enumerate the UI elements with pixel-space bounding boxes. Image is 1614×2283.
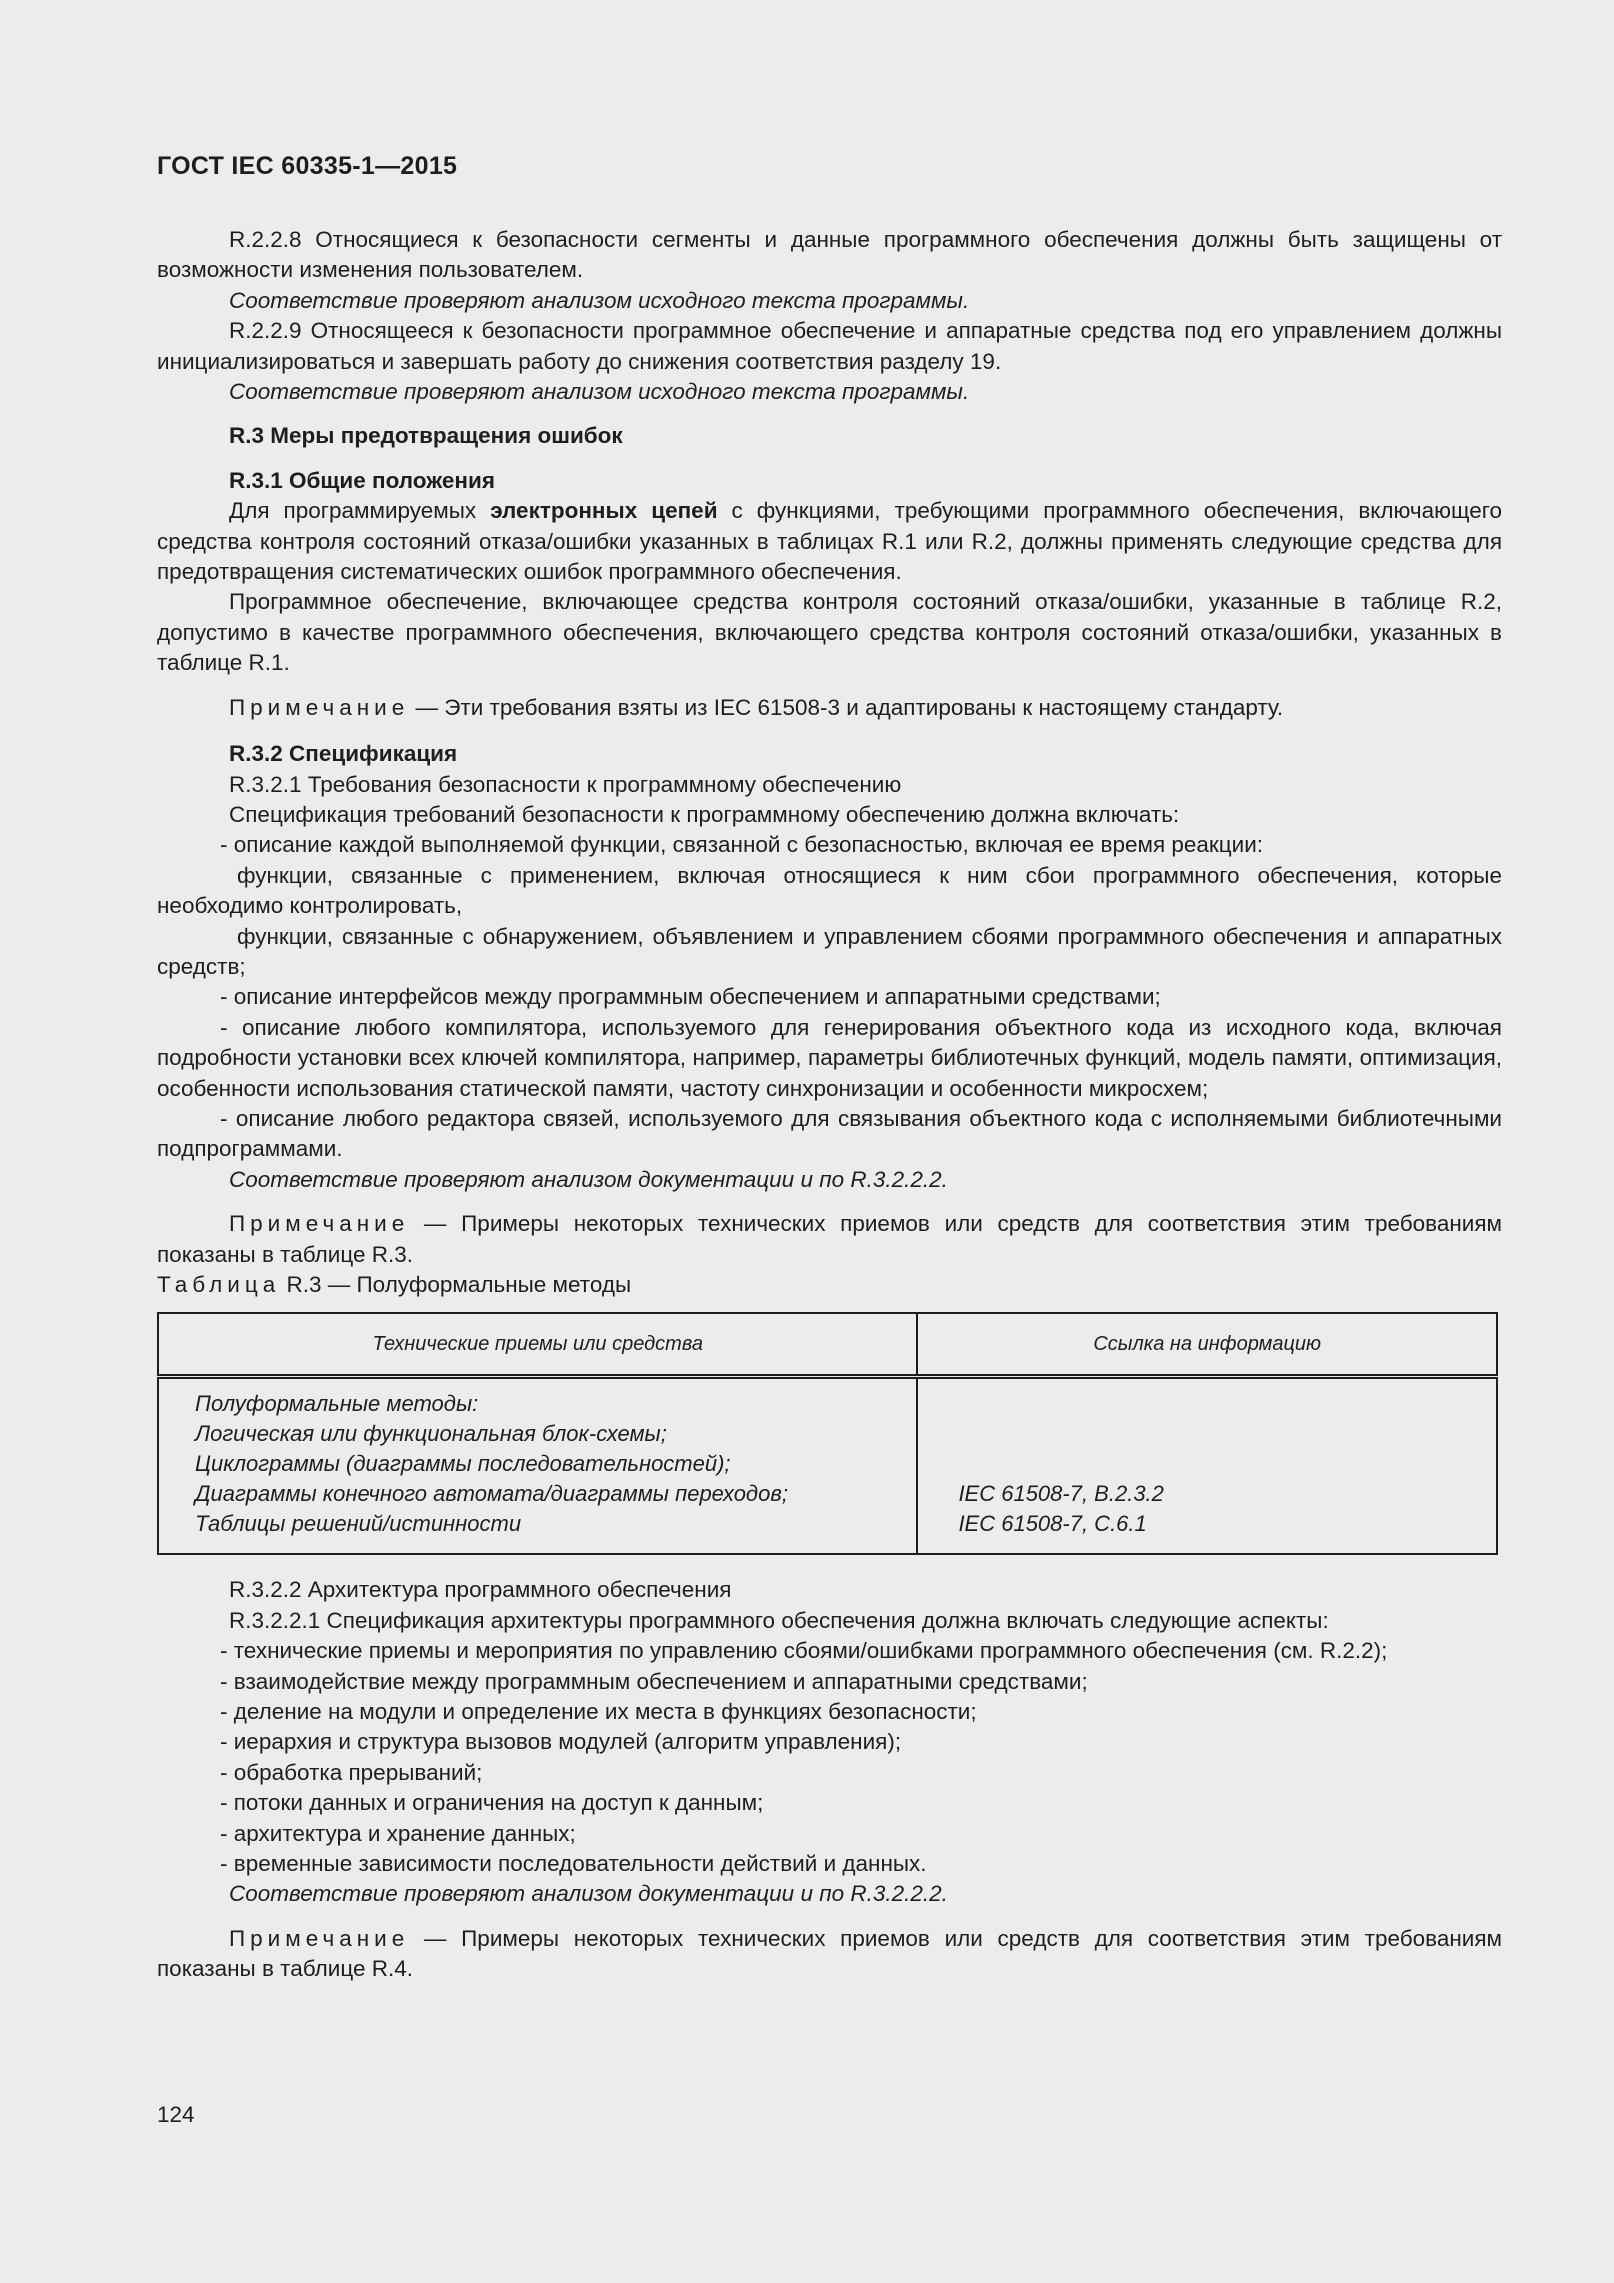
note-3: Примечание — Примеры некоторых технических приемов или средств для соответствия этим требованиям показаны в таблице R.4. xyxy=(157,1925,1502,1982)
table-r3-semiformal-methods xyxy=(157,1312,1498,1555)
paragraph-r3-1-intro: Для программируемых электронных цепей с функциями, требующими программного обеспечения, включающего средства контроля состояний отказа/ошибки указанных в таблицах R.1 или R.2, должны применять следующие средства для предотвращения систематических ошибок программного обеспечения. xyxy=(157,498,1502,585)
note-label: Примечание xyxy=(229,1211,410,1237)
paragraph-r3-2-1: R.3.2.1 Требования безопасности к программному обеспечению xyxy=(229,771,902,797)
list-item: - описание любого редактора связей, используемого для связывания объектного кода с исполняемыми библиотечными подпрограммами. xyxy=(157,1105,1502,1162)
reference-item: IEC 61508-7, C.6.1 xyxy=(958,1511,1147,1537)
reference-item xyxy=(958,1449,1496,1479)
paragraph-r2-2-8: R.2.2.8 Относящиеся к безопасности сегменты и данные программного обеспечения должны быть защищены от возможности изменения пользователем. xyxy=(157,227,1502,283)
table-caption: Таблица R.3 — Полуформальные методы xyxy=(157,1272,632,1297)
method-item: Логическая или функциональная блок-схемы; xyxy=(195,1421,667,1447)
table-header-cell: Ссылка на информацию xyxy=(917,1313,1497,1377)
list-item: функции, связанные с обнаружением, объявлением и управлением сбоями программного обеспечения и аппаратных средств; xyxy=(157,923,1502,979)
heading-r3-2: R.3.2 Спецификация xyxy=(229,741,458,767)
document-body xyxy=(157,225,1502,1985)
list-item: - взаимодействие между программным обеспечением и аппаратными средствами; xyxy=(220,1668,1088,1694)
list-item: - деление на модули и определение их места в функциях безопасности; xyxy=(220,1699,977,1725)
compliance-check-3: Соответствие проверяют анализом документации и по R.3.2.2.2. xyxy=(229,1166,948,1192)
list-item: - описание интерфейсов между программным обеспечением и аппаратными средствами; xyxy=(220,984,1161,1010)
table-header-cell: Технические приемы или средства xyxy=(158,1313,917,1377)
compliance-check-4: Соответствие проверяют анализом документации и по R.3.2.2.2. xyxy=(229,1881,948,1907)
note-1: Примечание — Эти требования взяты из IEC 61508-3 и адаптированы к настоящему стандарту. xyxy=(229,694,1284,720)
heading-r3-1: R.3.1 Общие положения xyxy=(229,467,495,493)
list-item: - временные зависимости последовательности действий и данных. xyxy=(220,1851,927,1877)
heading-r3: R.3 Меры предотвращения ошибок xyxy=(229,423,623,449)
list-item: - потоки данных и ограничения на доступ к данным; xyxy=(220,1790,764,1816)
table-row xyxy=(158,1377,1497,1555)
method-item: Таблицы решений/истинности xyxy=(195,1511,522,1537)
method-item: Полуформальные методы: xyxy=(195,1391,479,1417)
note-2: Примечание — Примеры некоторых технических приемов или средств для соответствия этим требованиям показаны в таблице R.3. xyxy=(157,1211,1502,1267)
list-item: - описание любого компилятора, используемого для генерирования объектного кода из исходного кода, включая подробности установки всех ключей компилятора, например, параметры библиотечных функций, модель памяти, оптимизация, особенности использования статической памяти, частоту синхронизации и особенности микросхем; xyxy=(157,1014,1502,1101)
method-item: Циклограммы (диаграммы последовательностей); xyxy=(195,1451,731,1477)
method-item: Диаграммы конечного автомата/диаграммы переходов; xyxy=(195,1481,788,1507)
reference-item xyxy=(958,1419,1496,1449)
term-electronic-circuits: электронных цепей xyxy=(490,498,718,524)
note-label: Примечание xyxy=(229,694,410,720)
list-item: функции, связанные с применением, включая относящиеся к ним сбои программного обеспечения, которые необходимо контролировать, xyxy=(157,862,1502,919)
reference-item xyxy=(958,1389,1496,1419)
table-cell-references xyxy=(917,1377,1497,1555)
note-label: Примечание xyxy=(229,1925,410,1951)
page-number: 124 xyxy=(157,2102,195,2127)
list-item: - технические приемы и мероприятия по управлению сбоями/ошибками программного обеспечения (см. R.2.2); xyxy=(220,1638,1388,1664)
list-item: - описание каждой выполняемой функции, связанной с безопасностью, включая ее время реакции: xyxy=(220,832,1264,858)
paragraph-r2-2-9: R.2.2.9 Относящееся к безопасности программное обеспечение и аппаратные средства под его управлением должны инициализироваться и завершать работу до снижения соответствия разделу 19. xyxy=(157,318,1502,374)
table-cell-methods xyxy=(158,1377,917,1555)
paragraph-spec-requirements: Спецификация требований безопасности к программному обеспечению должна включать: xyxy=(229,801,1180,827)
paragraph-r3-2-2: R.3.2.2 Архитектура программного обеспечения xyxy=(229,1577,732,1603)
reference-item: IEC 61508-7, B.2.3.2 xyxy=(958,1481,1164,1507)
compliance-check-1: Соответствие проверяют анализом исходного текста программы. xyxy=(229,287,970,313)
paragraph-r3-1-software: Программное обеспечение, включающее средства контроля состояний отказа/ошибки, указанные в таблице R.2, допустимо в качестве программного обеспечения, включающего средства контроля состояний отказа/ошибки, указанных в таблице R.1. xyxy=(157,589,1502,676)
paragraph-r3-2-2-1: R.3.2.2.1 Спецификация архитектуры программного обеспечения должна включать следующие аспекты: xyxy=(229,1607,1329,1633)
page-header-doc-id: ГОСТ IEC 60335-1—2015 xyxy=(157,152,458,180)
table-header-row xyxy=(158,1313,1497,1377)
compliance-check-2: Соответствие проверяют анализом исходного текста программы. xyxy=(229,379,970,405)
list-item: - архитектура и хранение данных; xyxy=(220,1820,576,1846)
list-item: - обработка прерываний; xyxy=(220,1759,483,1785)
list-item: - иерархия и структура вызовов модулей (алгоритм управления); xyxy=(220,1729,902,1755)
